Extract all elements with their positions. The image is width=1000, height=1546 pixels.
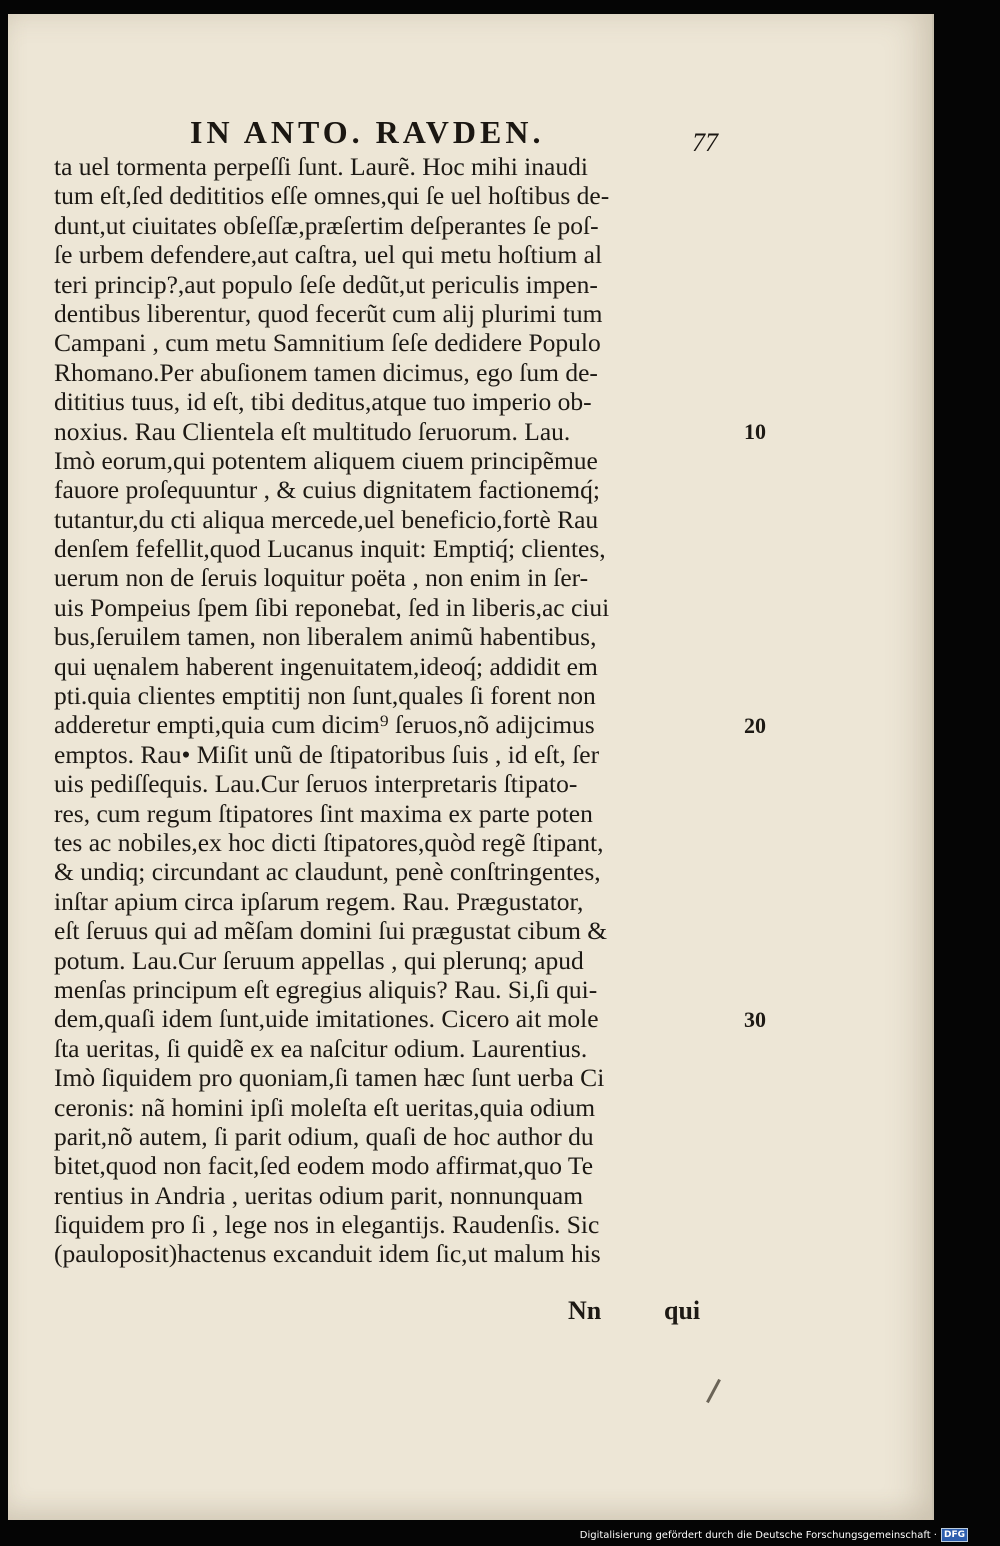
text-line: uerum non de ſeruis loquitur poëta , non enim in ſer-	[54, 563, 589, 593]
text-line: fauore proſequuntur , & cuius dignitatem factionemq́;	[54, 475, 600, 505]
signature-mark: Nn	[568, 1296, 602, 1325]
margin-line-number: 20	[744, 712, 766, 738]
dfg-logo-icon: DFG	[941, 1528, 968, 1542]
text-line: uis pediſſequis. Lau.Cur ſeruos interpretaris ſtipato-	[54, 769, 578, 799]
text-line: eſt ſeruus qui ad mẽſam domini ſui prægustat cibum &	[54, 916, 608, 946]
page-number: 77	[692, 128, 718, 157]
text-block	[54, 152, 744, 1269]
margin-line-number: 30	[744, 1006, 766, 1032]
text-line: res, cum regum ſtipatores ſint maxima ex parte poten	[54, 798, 593, 828]
paper-blemish	[706, 1379, 721, 1403]
text-line: bus,ſeruilem tamen, non liberalem animũ habentibus,	[54, 622, 597, 652]
text-line: ſe urbem defendere,aut caſtra, uel qui metu hoſtium al	[54, 240, 603, 270]
text-line: Imò ſiquidem pro quoniam,ſi tamen hæc ſunt uerba Ci	[54, 1063, 605, 1093]
text-line: emptos. Rau• Miſit unũ de ſtipatoribus ſuis , id eſt, ſer	[54, 739, 600, 769]
text-line: qui uęnalem haberent ingenuitatem,ideoq́; addidit em	[54, 651, 598, 681]
book-page	[8, 14, 934, 1520]
text-line: ſiquidem pro ſi , lege nos in elegantijs. Raudenſis. Sic	[54, 1210, 600, 1240]
text-line: ceronis: nã homini ipſi moleſta eſt ueritas,quia odium	[54, 1092, 596, 1122]
text-line: noxius. Rau Clientela eſt multitudo ſeruorum. Lau.	[54, 416, 571, 446]
text-line: uis Pompeius ſpem ſibi reponebat, ſed in liberis,ac ciui	[54, 592, 610, 622]
text-line: bitet,quod non facit,ſed eodem modo affirmat,quo Te	[54, 1151, 594, 1181]
text-line: (pauloposit)hactenus excanduit idem ſic,ut malum his	[54, 1239, 601, 1269]
text-line: Campani , cum metu Samnitium ſeſe dedidere Populo	[54, 328, 601, 358]
text-line: teri princip?,aut populo ſeſe dedũt,ut periculis impen-	[54, 269, 598, 299]
text-line: tutantur,du cti aliqua mercede,uel beneficio,fortè Rau	[54, 504, 599, 534]
margin-line-number: 10	[744, 418, 766, 444]
text-line: pti.quia clientes emptitij non ſunt,quales ſi forent non	[54, 681, 596, 711]
text-line: Imò eorum,qui potentem aliquem ciuem principẽmue	[54, 445, 598, 475]
text-line: Rhomano.Per abuſionem tamen dicimus, ego ſum de-	[54, 357, 598, 387]
text-line: potum. Lau.Cur ſeruum appellas , qui plerunq; apud	[54, 945, 584, 975]
text-line: adderetur empti,quia cum dicim⁹ ſeruos,nõ adijcimus	[54, 710, 595, 740]
text-line: dunt,ut ciuitates obſeſſæ,præſertim deſperantes ſe poſ-	[54, 210, 599, 240]
running-title: IN ANTO. RAVDEN.	[190, 114, 545, 150]
text-line: tum eſt,ſed dedititios eſſe omnes,qui ſe uel hoſtibus de-	[54, 181, 610, 211]
text-line: ſta ueritas, ſi quidẽ ex ea naſcitur odium. Laurentius.	[54, 1033, 588, 1063]
text-line: tes ac nobiles,ex hoc dicti ſtipatores,quòd regẽ ſtipant,	[54, 827, 604, 857]
text-line: parit,nõ autem, ſi parit odium, quaſi de hoc author du	[54, 1121, 594, 1151]
text-line: dem,quaſi idem ſunt,uide imitationes. Cicero ait mole	[54, 1004, 599, 1034]
text-line: menſas principum eſt egregius aliquis? Rau. Si,ſi qui-	[54, 974, 598, 1004]
catchword: qui	[664, 1296, 701, 1325]
credit-text: Digitalisierung gefördert durch die Deutsche Forschungsgemeinschaft ·	[579, 1529, 937, 1541]
text-line: dentibus liberentur, quod fecerũt cum alij plurimi tum	[54, 298, 603, 328]
text-line: ta uel tormenta perpeſſi ſunt. Laurẽ. Hoc mihi inaudi	[54, 152, 588, 181]
text-line: rentius in Andria , ueritas odium parit, nonnunquam	[54, 1180, 584, 1210]
digitization-credit	[580, 1528, 968, 1542]
text-line: denſem fefellit,quod Lucanus inquit: Emptiq́; clientes,	[54, 534, 606, 564]
text-line: dititius tuus, id eſt, tibi deditus,atque tuo imperio ob-	[54, 387, 592, 417]
text-line: inſtar apium circa ipſarum regem. Rau. Prægustator,	[54, 886, 584, 916]
text-line: & undiq; circundant ac claudunt, penè conſtringentes,	[54, 857, 601, 887]
